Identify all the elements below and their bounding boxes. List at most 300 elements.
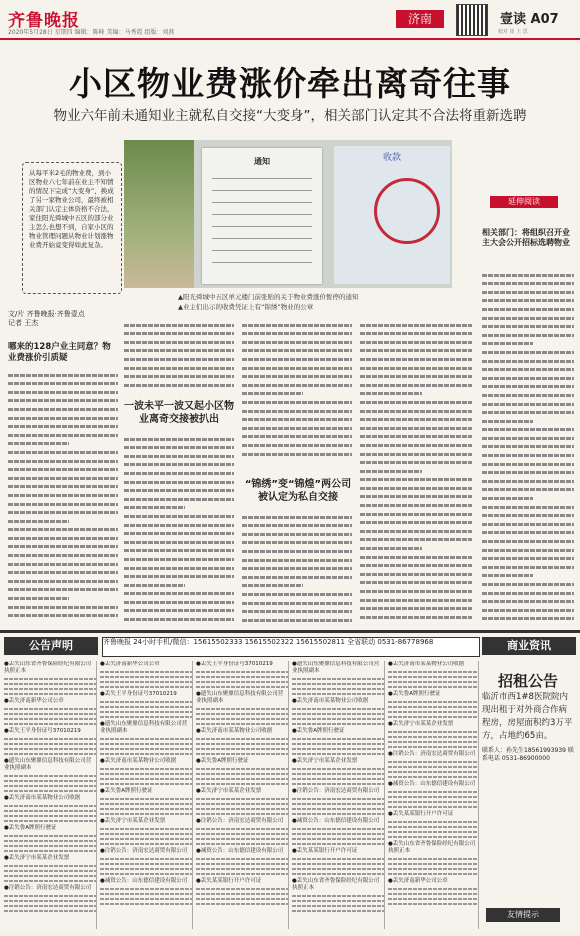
byline (8, 310, 85, 328)
text-line (482, 549, 574, 552)
ad-text-line (292, 803, 384, 805)
text-line (360, 349, 472, 352)
rental-contact: 联系人：孙先生18561993939 联系电话 0531-86900000 (482, 747, 574, 762)
text-line (8, 563, 118, 566)
text-line (124, 358, 234, 361)
ad-text-line (100, 783, 192, 785)
ad-text-line (100, 671, 192, 673)
notice-title: 通知 (254, 156, 270, 166)
ad-text-line (4, 775, 96, 777)
ad-text-line (388, 746, 478, 748)
qr-code-icon (456, 4, 488, 36)
ad-text-line (100, 681, 192, 683)
text-line (482, 557, 574, 560)
article-column-1 (8, 368, 118, 624)
text-line (360, 358, 472, 361)
ad-text-line (292, 738, 384, 740)
ad-text-line (196, 681, 288, 683)
text-line (242, 516, 352, 519)
text-line (360, 418, 472, 421)
text-line (124, 541, 234, 544)
ad-text-line (292, 838, 384, 840)
text-line (8, 460, 118, 463)
ad-text-line (196, 893, 288, 895)
ad-text-line (388, 771, 478, 773)
text-line (482, 385, 574, 388)
related-title (482, 228, 574, 248)
text-line (124, 592, 234, 595)
ad-text-line (196, 708, 288, 710)
intro-text: 从每平米2毛的物业费，到小区物业六七年前在业主不知情的情况下完成“大变身”，换成了另一家物业公司，最终被相关部门认定主体资格不合法，家住阳光舜城中五区的部分业主怎么也想不到，自家小区的物业管理问题从物业计划涨物业费开始竟变得如此复杂。 (29, 169, 114, 249)
ad-text-line (292, 693, 384, 695)
ad-text-line (100, 711, 192, 713)
friendly-tip-header: 友情提示 (486, 908, 560, 922)
ad-item-title: ●丢失王平身份证号37010219 (4, 728, 81, 734)
text-line (482, 308, 574, 311)
ad-text-line (292, 843, 384, 845)
classified-masthead (102, 637, 480, 657)
text-line (482, 514, 574, 517)
text-line (124, 515, 234, 518)
ad-text-line (388, 706, 478, 708)
ad-text-line (196, 903, 288, 905)
ad-item-title: ●丢失鲁A牌照行驶证 (388, 691, 441, 697)
text-line (360, 332, 472, 335)
text-line (8, 468, 118, 471)
ad-item-title: ●丢失济南市某某物业公司收据 (4, 795, 81, 801)
ad-column-5 (388, 661, 479, 929)
text-line (8, 597, 69, 600)
text-line (124, 489, 234, 492)
ad-column-1 (4, 661, 97, 929)
ad-text-line (4, 708, 96, 710)
text-line (242, 375, 352, 378)
text-line (482, 342, 533, 345)
text-line (482, 531, 574, 534)
text-line (482, 540, 574, 543)
ad-text-line (292, 905, 384, 907)
ad-text-line (4, 713, 96, 715)
ad-text-line (292, 778, 384, 780)
photo-caption-1: ▲阳光舜城中五区单元楼门前张贴的关于物业费涨价暂停的通知 (178, 293, 359, 301)
ad-text-line (388, 791, 478, 793)
text-line (360, 324, 472, 327)
ad-text-line (4, 835, 96, 837)
text-line (482, 583, 574, 586)
ad-text-line (292, 683, 384, 685)
text-line (482, 523, 574, 526)
text-line (8, 382, 118, 385)
ad-text-line (388, 676, 478, 678)
text-line (482, 617, 574, 620)
rental-notice (482, 670, 574, 763)
ad-text-line (4, 693, 96, 695)
ad-text-line (388, 671, 478, 673)
ad-text-line (388, 826, 478, 828)
ad-item-title: ●丢失某某银行开户许可证 (196, 878, 262, 884)
article-column-2b (124, 432, 234, 624)
ad-text-line (4, 850, 96, 852)
ad-text-line (388, 893, 478, 895)
text-line (124, 324, 234, 327)
byline-line-2: 记者 王杰 (8, 319, 39, 327)
ad-text-line (4, 743, 96, 745)
text-line (8, 434, 118, 437)
ad-text-line (292, 713, 384, 715)
text-line (242, 541, 352, 544)
ad-text-line (4, 845, 96, 847)
text-line (482, 325, 574, 328)
text-line (8, 391, 118, 394)
text-line (8, 537, 118, 540)
ad-item-title: ●注销公告：济南宏达商贸有限公司 (388, 751, 476, 757)
ad-text-line (388, 681, 478, 683)
ad-item-title: ●丢失山东省齐鲁保险经纪有限公司执照正本 (292, 878, 380, 891)
text-line (482, 480, 574, 483)
text-line (482, 592, 574, 595)
ad-text-line (4, 820, 96, 822)
ad-text-line (100, 706, 192, 708)
ad-text-line (196, 778, 288, 780)
section-title-3: “锦绣”变“锦煌”两公司被认定为私自交接 (244, 479, 352, 503)
text-line (124, 349, 234, 352)
text-line (360, 590, 472, 593)
newspaper-logo: 齐鲁晚报 (8, 11, 80, 31)
ad-item-title: ●丢失某某银行开户许可证 (388, 811, 454, 817)
text-line (124, 524, 234, 527)
text-line (482, 411, 574, 414)
text-line (8, 451, 118, 454)
ad-text-line (388, 836, 478, 838)
ad-text-line (100, 873, 192, 875)
ad-text-line (292, 718, 384, 720)
ad-text-line (388, 806, 478, 808)
ad-text-line (100, 868, 192, 870)
text-line (360, 375, 472, 378)
ad-text-line (196, 803, 288, 805)
ad-text-line (292, 863, 384, 865)
text-line (482, 609, 574, 612)
text-line (242, 410, 352, 413)
ad-text-line (388, 716, 478, 718)
photo-caption-2: ▲业主们出示的收费凭证上有“锦绣”物业的公章 (178, 303, 314, 311)
ad-text-line (100, 716, 192, 718)
ad-text-line (388, 736, 478, 738)
ad-text-line (388, 761, 478, 763)
text-line (482, 351, 574, 354)
text-line (242, 427, 352, 430)
text-line (360, 427, 472, 430)
ad-text-line (196, 863, 288, 865)
text-line (8, 408, 118, 411)
section-title-2: 一波未平一波又起小区物业离奇交接被扒出 (124, 401, 234, 425)
ad-text-line (4, 683, 96, 685)
extended-reading-badge: 延伸阅读 (490, 196, 558, 208)
ad-item-title: ●减资公告：山东德信建设有限公司 (388, 781, 476, 787)
ad-column-2 (100, 661, 193, 929)
ad-text-line (196, 743, 288, 745)
ad-text-line (292, 910, 384, 912)
ad-text-line (196, 798, 288, 800)
text-line (482, 299, 574, 302)
ad-text-line (292, 688, 384, 690)
ad-text-line (292, 723, 384, 725)
ad-text-line (292, 678, 384, 680)
byline-line-1: 文/片 齐鲁晚报·齐鲁壹点 (8, 310, 85, 318)
ad-text-line (4, 870, 96, 872)
text-line (360, 410, 472, 413)
page-subheadline: 物业六年前未通知业主就私自交接“大变身”，相关部门认定其不合法将重新选聘 (53, 108, 527, 124)
text-line (360, 495, 472, 498)
ad-text-line (100, 778, 192, 780)
ad-item-title: ●丢失山东省齐鲁保险经纪有限公司执照正本 (388, 841, 476, 854)
ad-item-title: ●注销公告：济南宏达商贸有限公司 (292, 788, 380, 794)
ad-text-line (4, 718, 96, 720)
ad-item-title: ●遗失山东聚鼎信息科技有限公司营业执照副本 (292, 661, 380, 674)
text-line (482, 454, 574, 457)
ad-text-line (196, 686, 288, 688)
text-line (242, 524, 352, 527)
text-line (360, 556, 472, 559)
text-line (360, 461, 472, 464)
photo-notice (202, 148, 322, 284)
receipt-title: 收款 (382, 153, 401, 163)
ad-item-title: ●丢失山东省齐鲁保险经纪有限公司执照正本 (4, 661, 92, 674)
text-line (242, 367, 352, 370)
page-headline: 小区物业费涨价牵出离奇往事 (69, 64, 511, 103)
masthead (0, 0, 580, 40)
text-line (242, 332, 352, 335)
ad-text-line (4, 780, 96, 782)
text-line (8, 614, 118, 617)
ad-item-title: ●丢失某某银行开户许可证 (292, 848, 358, 854)
ad-text-line (100, 803, 192, 805)
ad-text-line (4, 790, 96, 792)
ad-item-title: ●丢失济南市某某物业公司收据 (292, 698, 369, 704)
ad-text-line (100, 743, 192, 745)
ad-text-line (292, 813, 384, 815)
text-line (124, 332, 234, 335)
ad-text-line (4, 748, 96, 750)
text-line (242, 567, 352, 570)
text-line (242, 619, 352, 622)
ad-item-title: ●丢失济宁市某某企业发票 (196, 788, 262, 794)
ad-item-title: ●丢失济南市某某物业公司收据 (388, 661, 465, 667)
ad-text-line (196, 833, 288, 835)
ad-item-title: ●丢失济宁市某某企业发票 (100, 818, 166, 824)
related-title-text: 相关部门：将组织召开业主大会公开招标选聘物业 (482, 228, 570, 247)
text-line (482, 488, 574, 491)
text-line (242, 349, 352, 352)
text-line (360, 521, 472, 524)
text-line (8, 503, 118, 506)
ad-text-line (100, 893, 192, 895)
text-line (124, 609, 234, 612)
ad-item-title: ●遗失山东聚鼎信息科技有限公司营业执照副本 (4, 758, 92, 771)
ad-text-line (100, 843, 192, 845)
article-column-2a (124, 318, 234, 390)
text-line (124, 472, 234, 475)
text-line (242, 602, 352, 605)
text-line (360, 538, 472, 541)
text-line (482, 317, 574, 320)
text-line (360, 367, 472, 370)
text-line (360, 573, 472, 576)
text-line (482, 437, 574, 440)
rental-title: 招租公告 (497, 672, 558, 690)
ad-text-line (292, 708, 384, 710)
ad-text-line (100, 798, 192, 800)
ad-text-line (4, 678, 96, 680)
ad-text-line (100, 888, 192, 890)
ad-item-title: ●减资公告：山东德信建设有限公司 (292, 818, 380, 824)
text-line (242, 435, 352, 438)
text-line (482, 506, 574, 509)
article-column-3a (242, 318, 352, 456)
ad-item-title: ●丢失济宁市某某企业发票 (4, 855, 70, 861)
ad-text-line (4, 880, 96, 882)
ad-text-line (4, 910, 96, 912)
page-section: 壹读 A07 (500, 12, 559, 27)
text-line (482, 274, 574, 277)
ad-item-title: ●遗失山东聚鼎信息科技有限公司营业执照副本 (196, 691, 284, 704)
text-line (8, 554, 118, 557)
ad-text-line (388, 898, 478, 900)
editors-credit: 校对 崔 上 思 (498, 29, 528, 35)
ad-text-line (388, 858, 478, 860)
text-line (8, 528, 118, 531)
city-badge: 济南 (396, 10, 444, 28)
ad-item-title: ●丢失鲁A牌照行驶证 (100, 788, 153, 794)
text-line (124, 532, 234, 535)
text-line (360, 384, 472, 387)
text-line (482, 368, 574, 371)
ad-item-title: ●丢失济宁市某某企业发票 (292, 758, 358, 764)
text-line (242, 392, 303, 395)
ad-text-line (292, 743, 384, 745)
ad-text-line (196, 858, 288, 860)
text-line (360, 341, 472, 344)
text-line (360, 453, 472, 456)
ad-text-line (196, 838, 288, 840)
text-line (124, 455, 234, 458)
text-line (482, 574, 533, 577)
text-line (8, 588, 118, 591)
text-line (124, 384, 234, 387)
ad-text-line (100, 858, 192, 860)
text-line (360, 487, 472, 490)
text-line (482, 428, 574, 431)
ad-item-title: ●注销公告：济南宏达商贸有限公司 (4, 885, 92, 891)
ad-item-title: ●丢失王平身份证号37010219 (196, 661, 273, 667)
ad-text-line (196, 738, 288, 740)
ad-text-line (4, 815, 96, 817)
text-line (360, 564, 472, 567)
ad-text-line (4, 688, 96, 690)
ad-text-line (4, 875, 96, 877)
text-line (242, 584, 303, 587)
text-line (8, 417, 118, 420)
text-line (482, 471, 574, 474)
ad-item-title: ●丢失鲁A牌照行驶证 (196, 758, 249, 764)
text-line (482, 394, 574, 397)
ad-column-3 (196, 661, 289, 929)
ad-text-line (292, 748, 384, 750)
text-line (124, 584, 185, 587)
text-line (8, 425, 118, 428)
ad-text-line (4, 905, 96, 907)
text-line (360, 470, 422, 473)
announcement-header: 公告声明 (4, 637, 98, 655)
ad-text-line (196, 888, 288, 890)
text-line (242, 418, 352, 421)
ad-text-line (388, 868, 478, 870)
text-line (242, 384, 352, 387)
ad-text-line (4, 810, 96, 812)
ad-text-line (292, 753, 384, 755)
text-line (124, 498, 234, 501)
text-line (124, 601, 234, 604)
ad-text-line (100, 773, 192, 775)
text-line (8, 580, 118, 583)
ad-text-line (196, 748, 288, 750)
business-info-header: 商业资讯 (482, 637, 576, 655)
ad-text-line (292, 768, 384, 770)
ad-text-line (4, 753, 96, 755)
red-stamp-icon (374, 178, 440, 244)
text-line (124, 341, 234, 344)
ad-text-line (196, 718, 288, 720)
ad-text-line (4, 805, 96, 807)
ad-item-title: ●减资公告：山东德信建设有限公司 (196, 848, 284, 854)
ad-text-line (100, 738, 192, 740)
text-line (242, 453, 352, 456)
text-line (242, 610, 352, 613)
ad-text-line (100, 676, 192, 678)
ad-item-title: ●丢失济南市某某物业公司收据 (196, 728, 273, 734)
ad-text-line (4, 895, 96, 897)
ad-text-line (292, 828, 384, 830)
ad-text-line (292, 895, 384, 897)
text-line (360, 530, 472, 533)
ad-text-line (388, 711, 478, 713)
text-line (242, 401, 352, 404)
ad-text-line (100, 808, 192, 810)
issue-date: 2020年5月28日 星期四 编辑：陈峰 美编：马秀霞 组版：刘燕 (8, 29, 175, 36)
ad-text-line (292, 858, 384, 860)
ad-text-line (292, 833, 384, 835)
ad-text-line (388, 686, 478, 688)
text-line (360, 435, 472, 438)
ad-text-line (4, 723, 96, 725)
ad-item-title: ●丢失鲁A牌照行驶证 (292, 728, 345, 734)
text-line (124, 463, 234, 466)
text-line (242, 341, 352, 344)
news-photo (124, 140, 452, 288)
text-line (124, 506, 185, 509)
ad-text-line (388, 801, 478, 803)
ad-item-title: ●减资公告：山东德信建设有限公司 (100, 878, 188, 884)
text-line (124, 446, 234, 449)
ad-text-line (388, 731, 478, 733)
ad-item-title: ●遗失山东聚鼎信息科技有限公司营业执照副本 (100, 721, 188, 734)
ad-text-line (100, 828, 192, 830)
text-line (242, 576, 352, 579)
text-line (482, 463, 574, 466)
text-line (124, 567, 234, 570)
ad-text-line (100, 686, 192, 688)
intro-box (22, 162, 122, 294)
